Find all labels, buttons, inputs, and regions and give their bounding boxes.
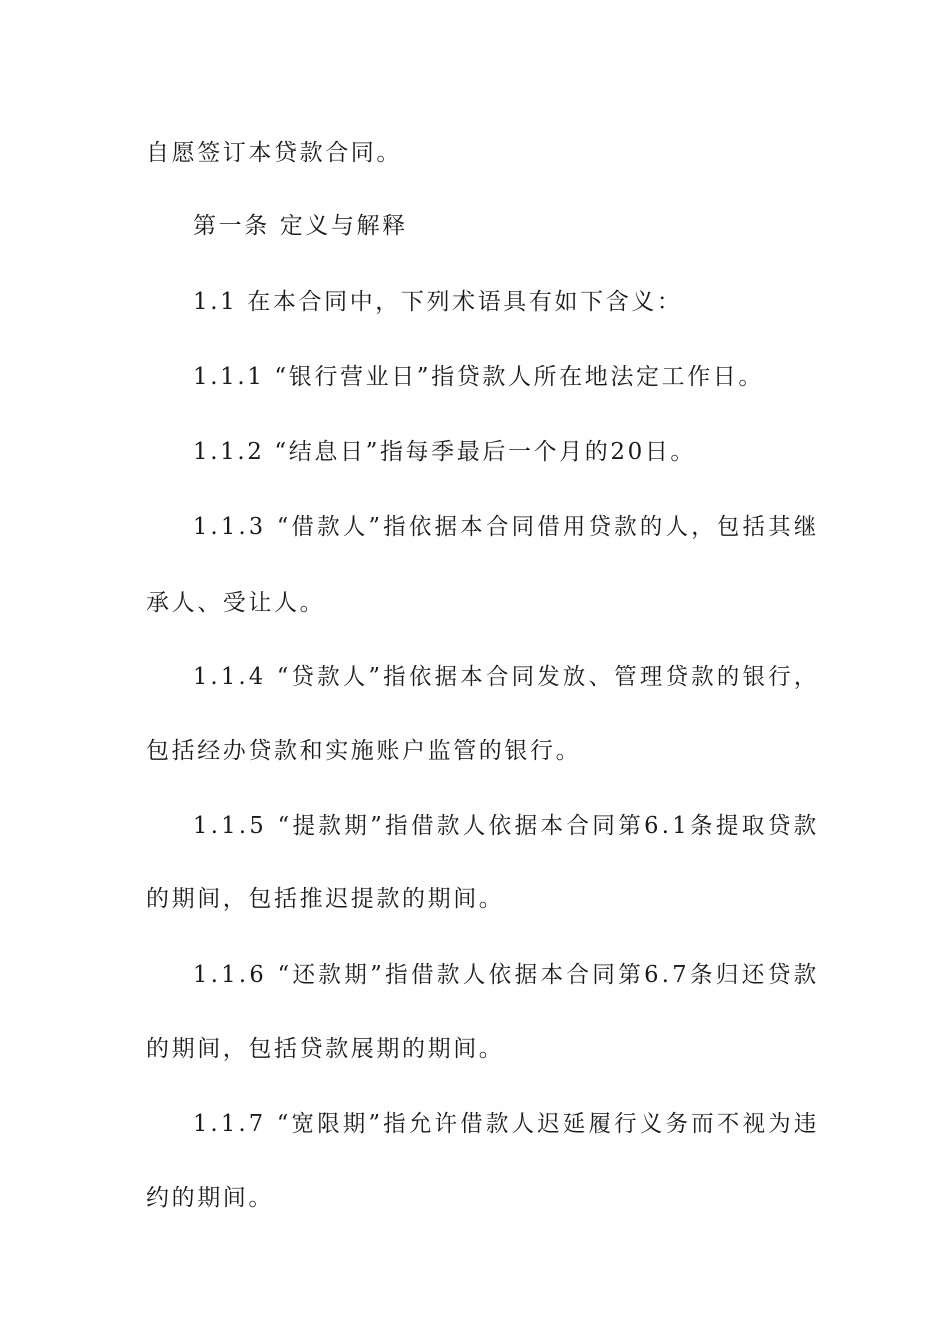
clause-1-1-2: 1.1.2 “结息日”指每季最后一个月的20日。 (193, 439, 697, 465)
clause-1-1-4: 1.1.4 “贷款人”指依据本合同发放、管理贷款的银行， (193, 664, 820, 690)
clause-1-1-4-continuation: 包括经办贷款和实施账户监管的银行。 (146, 738, 582, 764)
clause-1-1-3-continuation: 承人、受让人。 (146, 590, 326, 616)
article-heading: 第一条 定义与解释 (193, 213, 408, 239)
clause-1-1-7-continuation: 约的期间。 (146, 1185, 274, 1211)
clause-1-1-5: 1.1.5 “提款期”指借款人依据本合同第6.1条提取贷款 (193, 813, 820, 839)
clause-1-1-3: 1.1.3 “借款人”指依据本合同借用贷款的人，包括其继 (193, 514, 820, 540)
clause-1-1-7: 1.1.7 “宽限期”指允许借款人迟延履行义务而不视为违 (193, 1111, 820, 1137)
clause-1-1-1: 1.1.1 “银行营业日”指贷款人所在地法定工作日。 (193, 364, 764, 390)
clause-1-1-6-continuation: 的期间，包括贷款展期的期间。 (146, 1036, 505, 1062)
clause-1-1-5-continuation: 的期间，包括推迟提款的期间。 (146, 886, 505, 912)
clause-1-1-6: 1.1.6 “还款期”指借款人依据本合同第6.7条归还贷款 (193, 962, 820, 988)
text-line-continuation: 自愿签订本贷款合同。 (146, 140, 402, 166)
clause-1-1: 1.1 在本合同中，下列术语具有如下含义： (193, 289, 683, 315)
